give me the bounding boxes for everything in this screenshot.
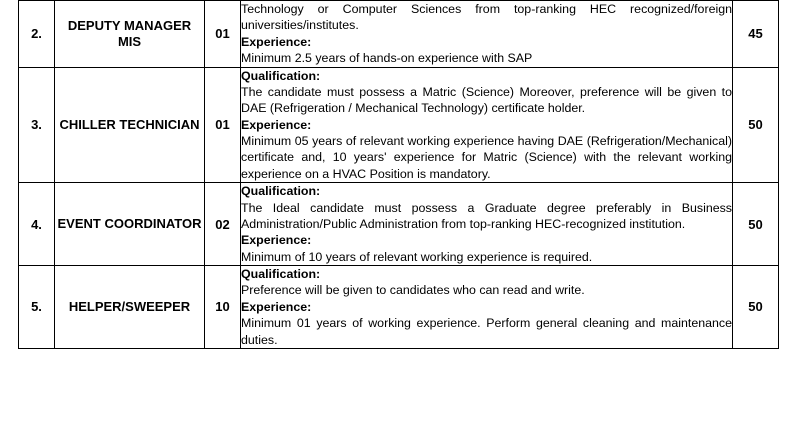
- row-post-count: 10: [205, 266, 241, 349]
- qualification-label: Qualification:: [241, 68, 321, 83]
- experience-label: Experience:: [241, 299, 312, 314]
- row-qualification-text: The Ideal candidate must possess a Graduate degree preferably in Business Administration/Public Administration from top-ranking HEC-recognized institution.: [241, 200, 732, 231]
- row-description: [241, 67, 733, 183]
- qualification-label: Qualification:: [241, 184, 321, 199]
- table-row: [19, 266, 779, 349]
- table-row: [19, 183, 779, 266]
- row-serial: 3.: [19, 67, 55, 183]
- row-max-age: 50: [733, 183, 779, 266]
- row-description: [241, 1, 733, 68]
- table-row: [19, 67, 779, 183]
- row-post-title: CHILLER TECHNICIAN: [55, 67, 205, 183]
- row-experience-text: Minimum 2.5 years of hands-on experience with SAP: [241, 51, 533, 66]
- row-qualification-text: Preference will be given to candidates who can read and write.: [241, 283, 585, 298]
- row-serial: 2.: [19, 1, 55, 68]
- row-post-count: 01: [205, 67, 241, 183]
- table-row: [19, 1, 779, 68]
- row-post-title: EVENT COORDINATOR: [55, 183, 205, 266]
- row-serial: 4.: [19, 183, 55, 266]
- row-max-age: 45: [733, 1, 779, 68]
- experience-label: Experience:: [241, 233, 312, 248]
- row-description: [241, 266, 733, 349]
- row-description: [241, 183, 733, 266]
- row-experience-text: Minimum 05 years of relevant working experience having DAE (Refrigeration/Mechanical) certificate and, 10 years' experience for Matric (Science) with the relevant working experience on a HVAC Position is mandatory.: [241, 134, 732, 181]
- row-post-title: HELPER/SWEEPER: [55, 266, 205, 349]
- row-max-age: 50: [733, 67, 779, 183]
- jobs-table: [18, 0, 779, 349]
- row-post-count: 01: [205, 1, 241, 68]
- experience-label: Experience:: [241, 117, 312, 132]
- row-max-age: 50: [733, 266, 779, 349]
- qualification-label: Qualification:: [241, 267, 321, 281]
- row-experience-text: Minimum of 10 years of relevant working experience is required.: [241, 249, 593, 264]
- experience-label: Experience:: [241, 34, 312, 49]
- row-post-title: DEPUTY MANAGER MIS: [55, 1, 205, 68]
- row-post-count: 02: [205, 183, 241, 266]
- row-serial: 5.: [19, 266, 55, 349]
- row-experience-text: Minimum 01 years of working experience. Perform general cleaning and maintenance duties.: [241, 316, 732, 347]
- row-qualification-text: The candidate must possess a Matric (Science) Moreover, preference will be given to DAE (Refrigeration / Mechanical Technology) certificate holder.: [241, 84, 732, 116]
- row-qualification-text: Technology or Computer Sciences from top-ranking HEC recognized/foreign universities/institutes.: [241, 2, 732, 33]
